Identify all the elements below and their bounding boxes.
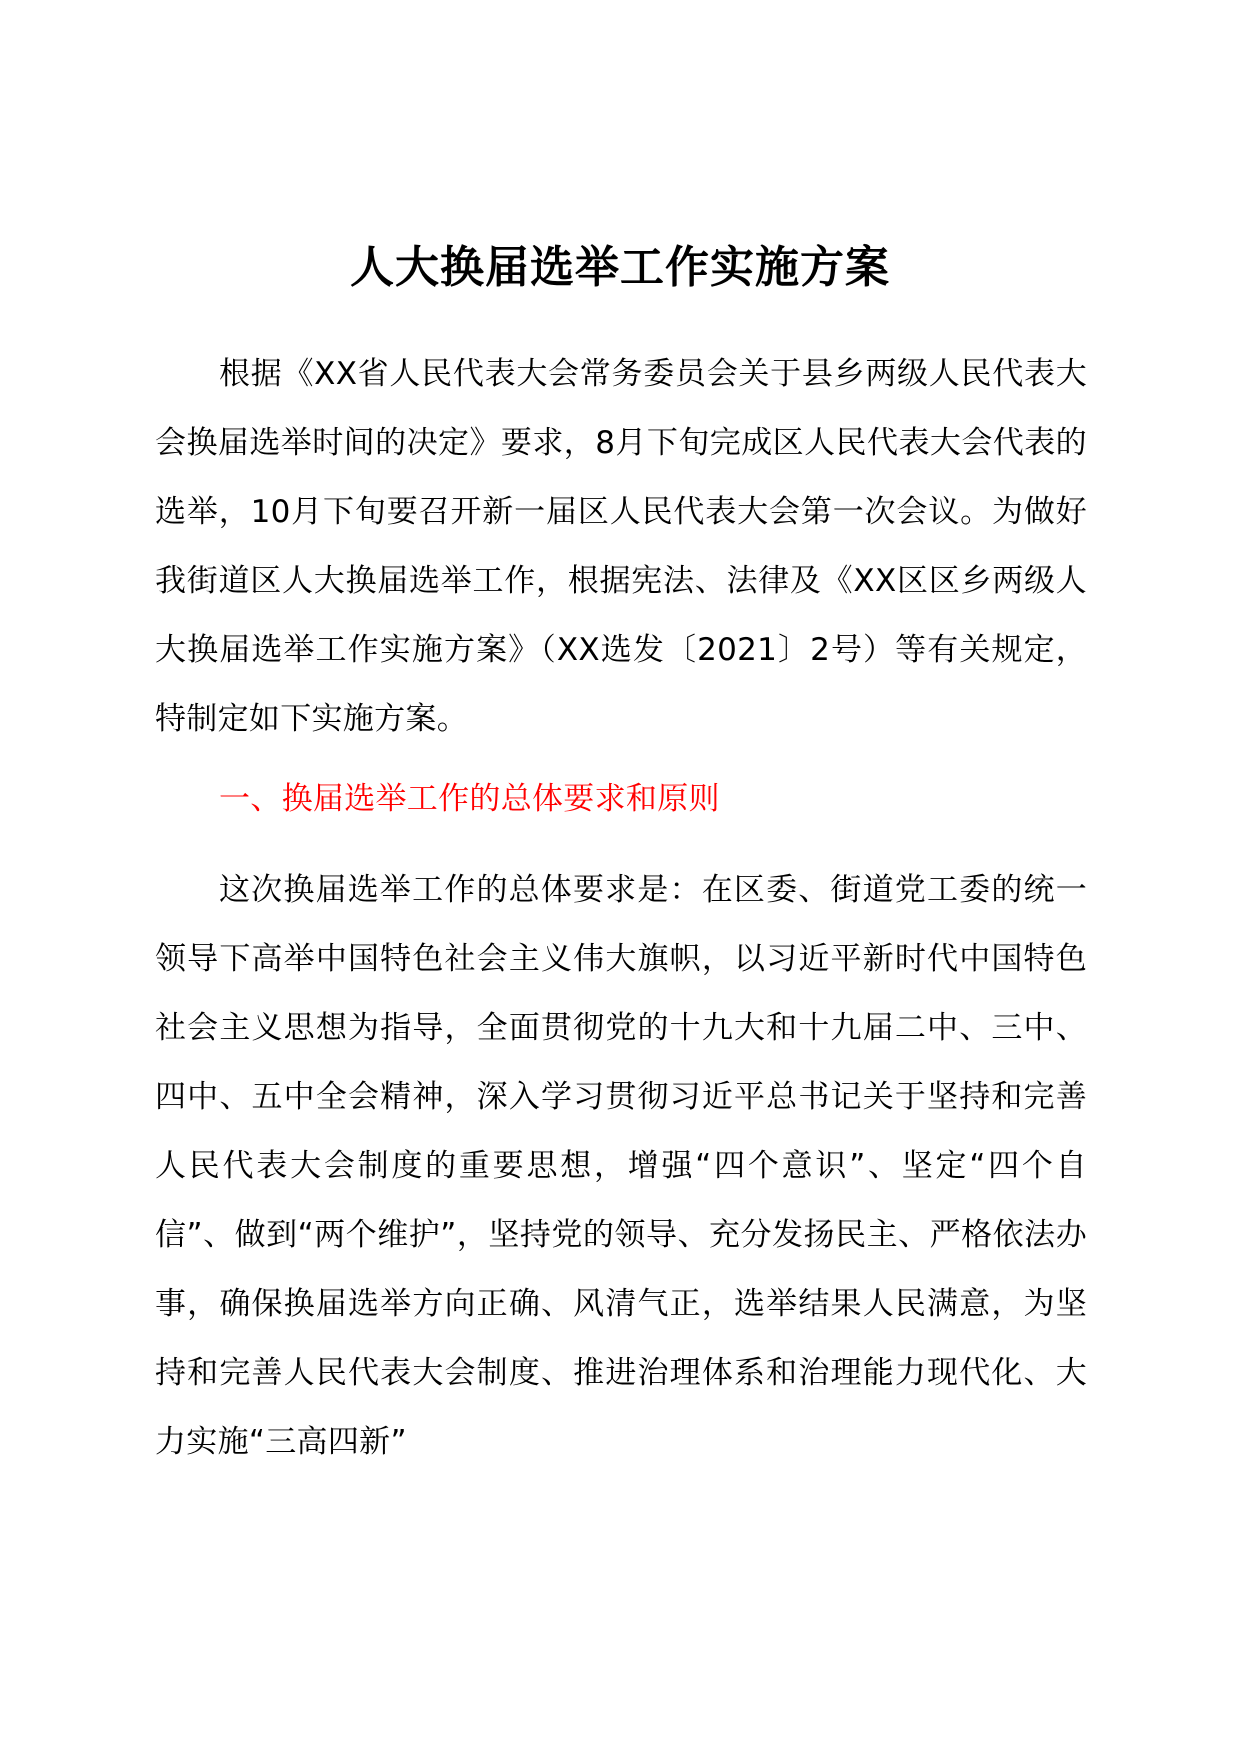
document-title: 人大换届选举工作实施方案 — [350, 242, 890, 293]
body-paragraph: 这次换届选举工作的总体要求是：在区委、街道党工委的统一领导下高举中国特色社会主义伟大旗帜，以习近平新时代中国特色社会主义思想为指导，全面贯彻党的十九大和十九届二中、三中、四中、五中全会精神，深入学习贯彻习近平总书记关于坚持和完善人民代表大会制度的重要思想，增强“四个意识”、坚定“四个自信”、做到“两个维护”，坚持党的领导、充分发扬民主、严格依法办事，确保换届选举方向正确、风清气正，选举结果人民满意，为坚持和完善人民代表大会制度、推进治理体系和治理能力现代化、大力实施“三高四新” — [155, 872, 1087, 1460]
intro-paragraph: 根据《XX省人民代表大会常务委员会关于县乡两级人民代表大会换届选举时间的决定》要求，8月下旬完成区人民代表大会代表的选举，10月下旬要召开新一届区人民代表大会第一次会议。为做好我街道区人大换届选举工作，根据宪法、法律及《XX区区乡两级人大换届选举工作实施方案》（XX选发〔2021〕2号）等有关规定，特制定如下实施方案。 — [155, 356, 1087, 737]
section-heading: 一、换届选举工作的总体要求和原则 — [219, 781, 720, 817]
